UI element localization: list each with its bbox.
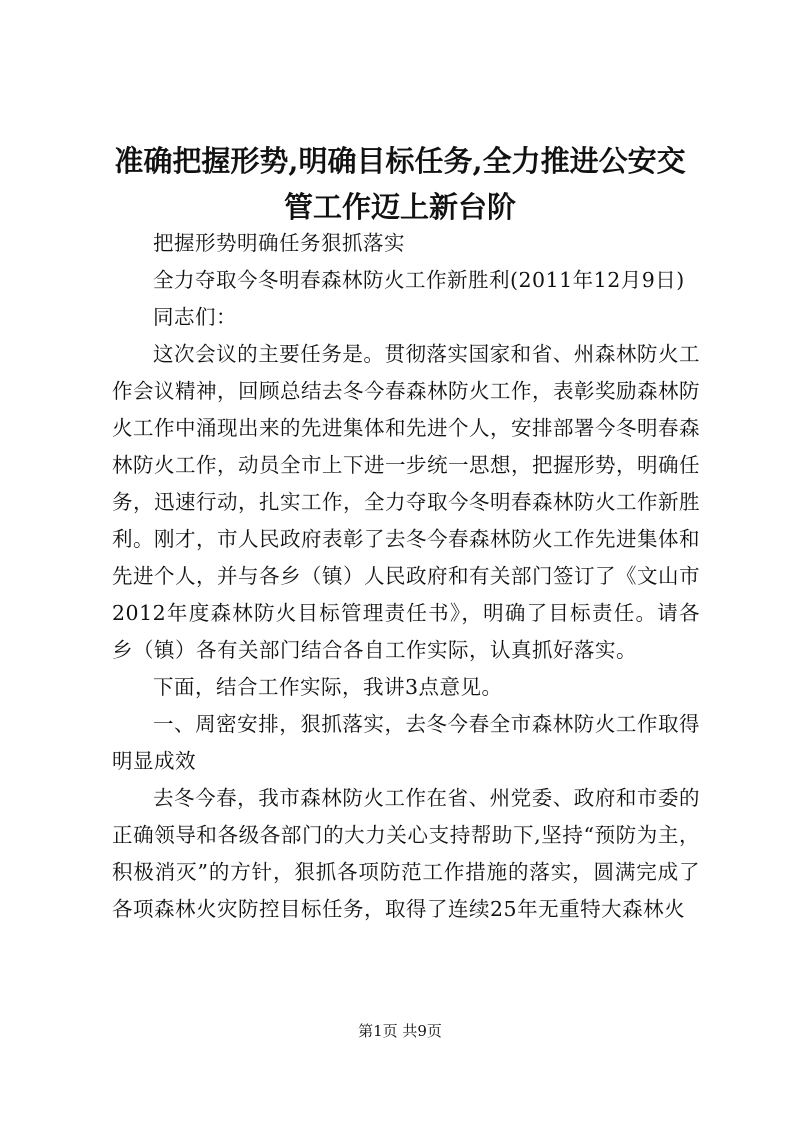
paragraph-body: 下面，结合工作实际，我讲3点意见。 — [153, 675, 503, 699]
page-number-footer: 第1页 共9页 — [358, 1022, 442, 1040]
paragraph-subtitle: 把握形势明确任务狠抓落实 — [153, 231, 405, 255]
paragraph-salutation: 同志们： — [153, 305, 237, 329]
paragraph-heading: 全力夺取今冬明春森林防火工作新胜利(2011年12月9日) — [153, 268, 685, 292]
paragraph-section-heading: 一、周密安排，狠抓落实，去冬今春全市森林防火工作取得明显成效 — [112, 712, 700, 773]
document-body — [112, 225, 700, 928]
document-title: 准确把握形势,明确目标任务,全力推进公安交管工作迈上新台阶 — [114, 144, 686, 224]
paragraph-body: 这次会议的主要任务是。贯彻落实国家和省、州森林防火工作会议精神，回顾总结去冬今春森林防火工作，表彰奖励森林防火工作中涌现出来的先进集体和先进个人，安排部署今冬明春森林防火工作，动员全市上下进一步统一思想，把握形势，明确任务，迅速行动，扎实工作，全力夺取今冬明春森林防火工作新胜利。刚才，市人民政府表彰了去冬今春森林防火工作先进集体和先进个人，并与各乡（镇）人民政府和有关部门签订了《文山市2012年度森林防火目标管理责任书》，明确了目标责任。请各乡（镇）各有关部门结合各自工作实际，认真抓好落实。 — [112, 342, 700, 662]
paragraph-body: 去冬今春，我市森林防火工作在省、州党委、政府和市委的正确领导和各级各部门的大力关心支持帮助下,坚持“预防为主，积极消灭”的方针，狠抓各项防范工作措施的落实，圆满完成了各项森林火灾防控目标任务，取得了连续25年无重特大森林火 — [112, 786, 700, 921]
